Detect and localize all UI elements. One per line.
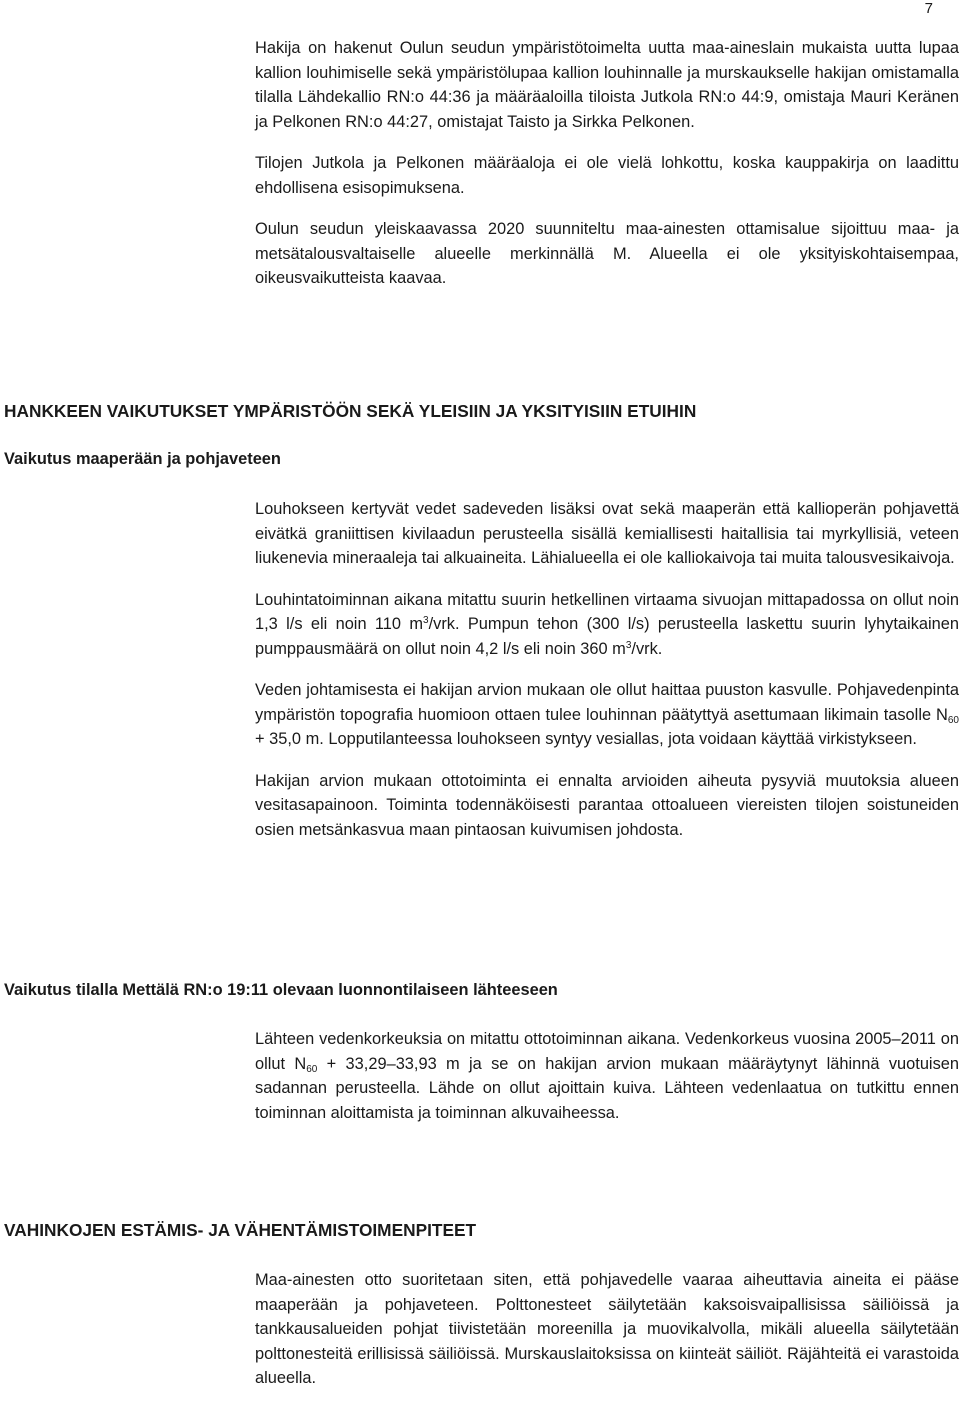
intro-paragraph-3: Oulun seudun yleiskaavassa 2020 suunniteltu maa-ainesten ottamisalue sijoittuu maa- ja metsätalousvaltaiselle alueelle merkinnällä M. Alueella ei ole yksityiskohtaisempaa, oikeusvaikutteista kaavaa. <box>255 220 959 287</box>
superscript: 3 <box>625 639 632 651</box>
superscript: 3 <box>423 615 429 626</box>
soil-groundwater-block <box>255 497 959 842</box>
subscript: 60 <box>947 714 959 726</box>
prevention-paragraph-1: Maa-ainesten otto suoritetaan siten, että pohjavedelle vaaraa aiheuttavia aineita ei pääse maaperään ja pohjaveteen. Polttonesteet säilytetään kaksoisvaipallisissa säiliöissä ja tankkausalueiden pohjat tiivistetään moreenilla ja muovikalvolla, mikäli alueella säilytetään polttonesteitä erillisissä säiliöissä. Murskauslaitoksissa on kiinteät säiliöt. Räjähteitä ei varastoida alueella. <box>255 1271 959 1387</box>
intro-block <box>255 36 959 291</box>
page-number: 7 <box>924 0 933 17</box>
section-heading-prevention: VAHINKOJEN ESTÄMIS- JA VÄHENTÄMISTOIMENPITEET <box>4 1220 477 1240</box>
spring-paragraph-1: Lähteen vedenkorkeuksia on mitattu ottotoiminnan aikana. Vedenkorkeus vuosina 2005–2011 on ollut $N_{60} + 33,29-33,93$ m ja se on hakijan arvion mukaan määräytynyt lähinnä vuotuisen sadannan perusteella. Lähde on ollut ajoittain kuiva. Lähteen vedenlaatua on tutkittu ennen toiminnan aloittamista ja toiminnan alkuvaiheessa. <box>255 1030 959 1122</box>
intro-paragraph-1: Hakija on hakenut Oulun seudun ympäristötoimelta uutta maa-aineslain mukaista uutta lupaa kallion louhimiselle sekä ympäristölupaa kallion louhinnalle ja murskaukselle hakijan omistamalla tilalla Lähdekallio RN:o 44:36 ja määräaloilla tiloista Jutkola RN:o 44:9, omistaja Mauri Keränen ja Pelkonen RN:o 44:27, omistajat Taisto ja Sirkka Pelkonen. <box>255 39 959 131</box>
soil-paragraph-3: Veden johtamisesta ei hakijan arvion mukaan ole ollut haittaa puuston kasvulle. Pohjavedenpinta ympäristön topografia huomioon ottaen tulee louhinnan päätyttyä asettumaan likimain tasolle $N_{60} + 35,0$ m. Lopputilanteessa louhokseen syntyy vesiallas, jota voidaan käyttää virkistykseen. <box>255 681 959 748</box>
spring-block <box>255 1027 959 1125</box>
subheading-spring: Vaikutus tilalla Mettälä RN:o 19:11 olevaan luonnontilaiseen lähteeseen <box>4 981 558 999</box>
intro-paragraph-2: Tilojen Jutkola ja Pelkonen määräaloja ei ole vielä lohkottu, koska kauppakirja on laadittu ehdollisena esisopimuksena. <box>255 154 959 197</box>
soil-paragraph-4: Hakijan arvion mukaan ottotoiminta ei ennalta arvioiden aiheuta pysyviä muutoksia alueen vesitasapainoon. Toiminta todennäköisesti parantaa ottoalueen viereisten tilojen soistuneiden osien metsänkasvua maan pintaosan kuivumisen johdosta. <box>255 771 959 839</box>
prevention-block <box>255 1268 959 1391</box>
soil-paragraph-2: Louhintatoiminnan aikana mitattu suurin hetkellinen virtaama sivuojan mittapadossa on ollut noin 1,3 l/s eli noin 110 $m^3$/vrk. Pumpun tehon (300 l/s) perusteella laskettu suurin lyhytaikainen pumppausmäärä on ollut noin 4,2 l/s eli noin 360 $m^3$/vrk. <box>255 590 959 658</box>
soil-paragraph-1: Louhokseen kertyvät vedet sadeveden lisäksi ovat sekä maaperän että kallioperän pohjavettä eivätkä graniittisen kivilaadun perusteella sisällä kemiallisesti haitallisia tai myrkyllisiä, veteen liukenevia mineraaleja tai alkuaineita. Lähialueella ei ole kalliokaivoja tai muita talousvesikaivoja. <box>255 500 959 567</box>
section-heading-impacts: HANKKEEN VAIKUTUKSET YMPÄRISTÖÖN SEKÄ YLEISIIN JA YKSITYISIIN ETUIHIN <box>4 401 697 421</box>
subscript: 60 <box>306 1063 318 1075</box>
subheading-soil-groundwater: Vaikutus maaperään ja pohjaveteen <box>4 450 281 468</box>
